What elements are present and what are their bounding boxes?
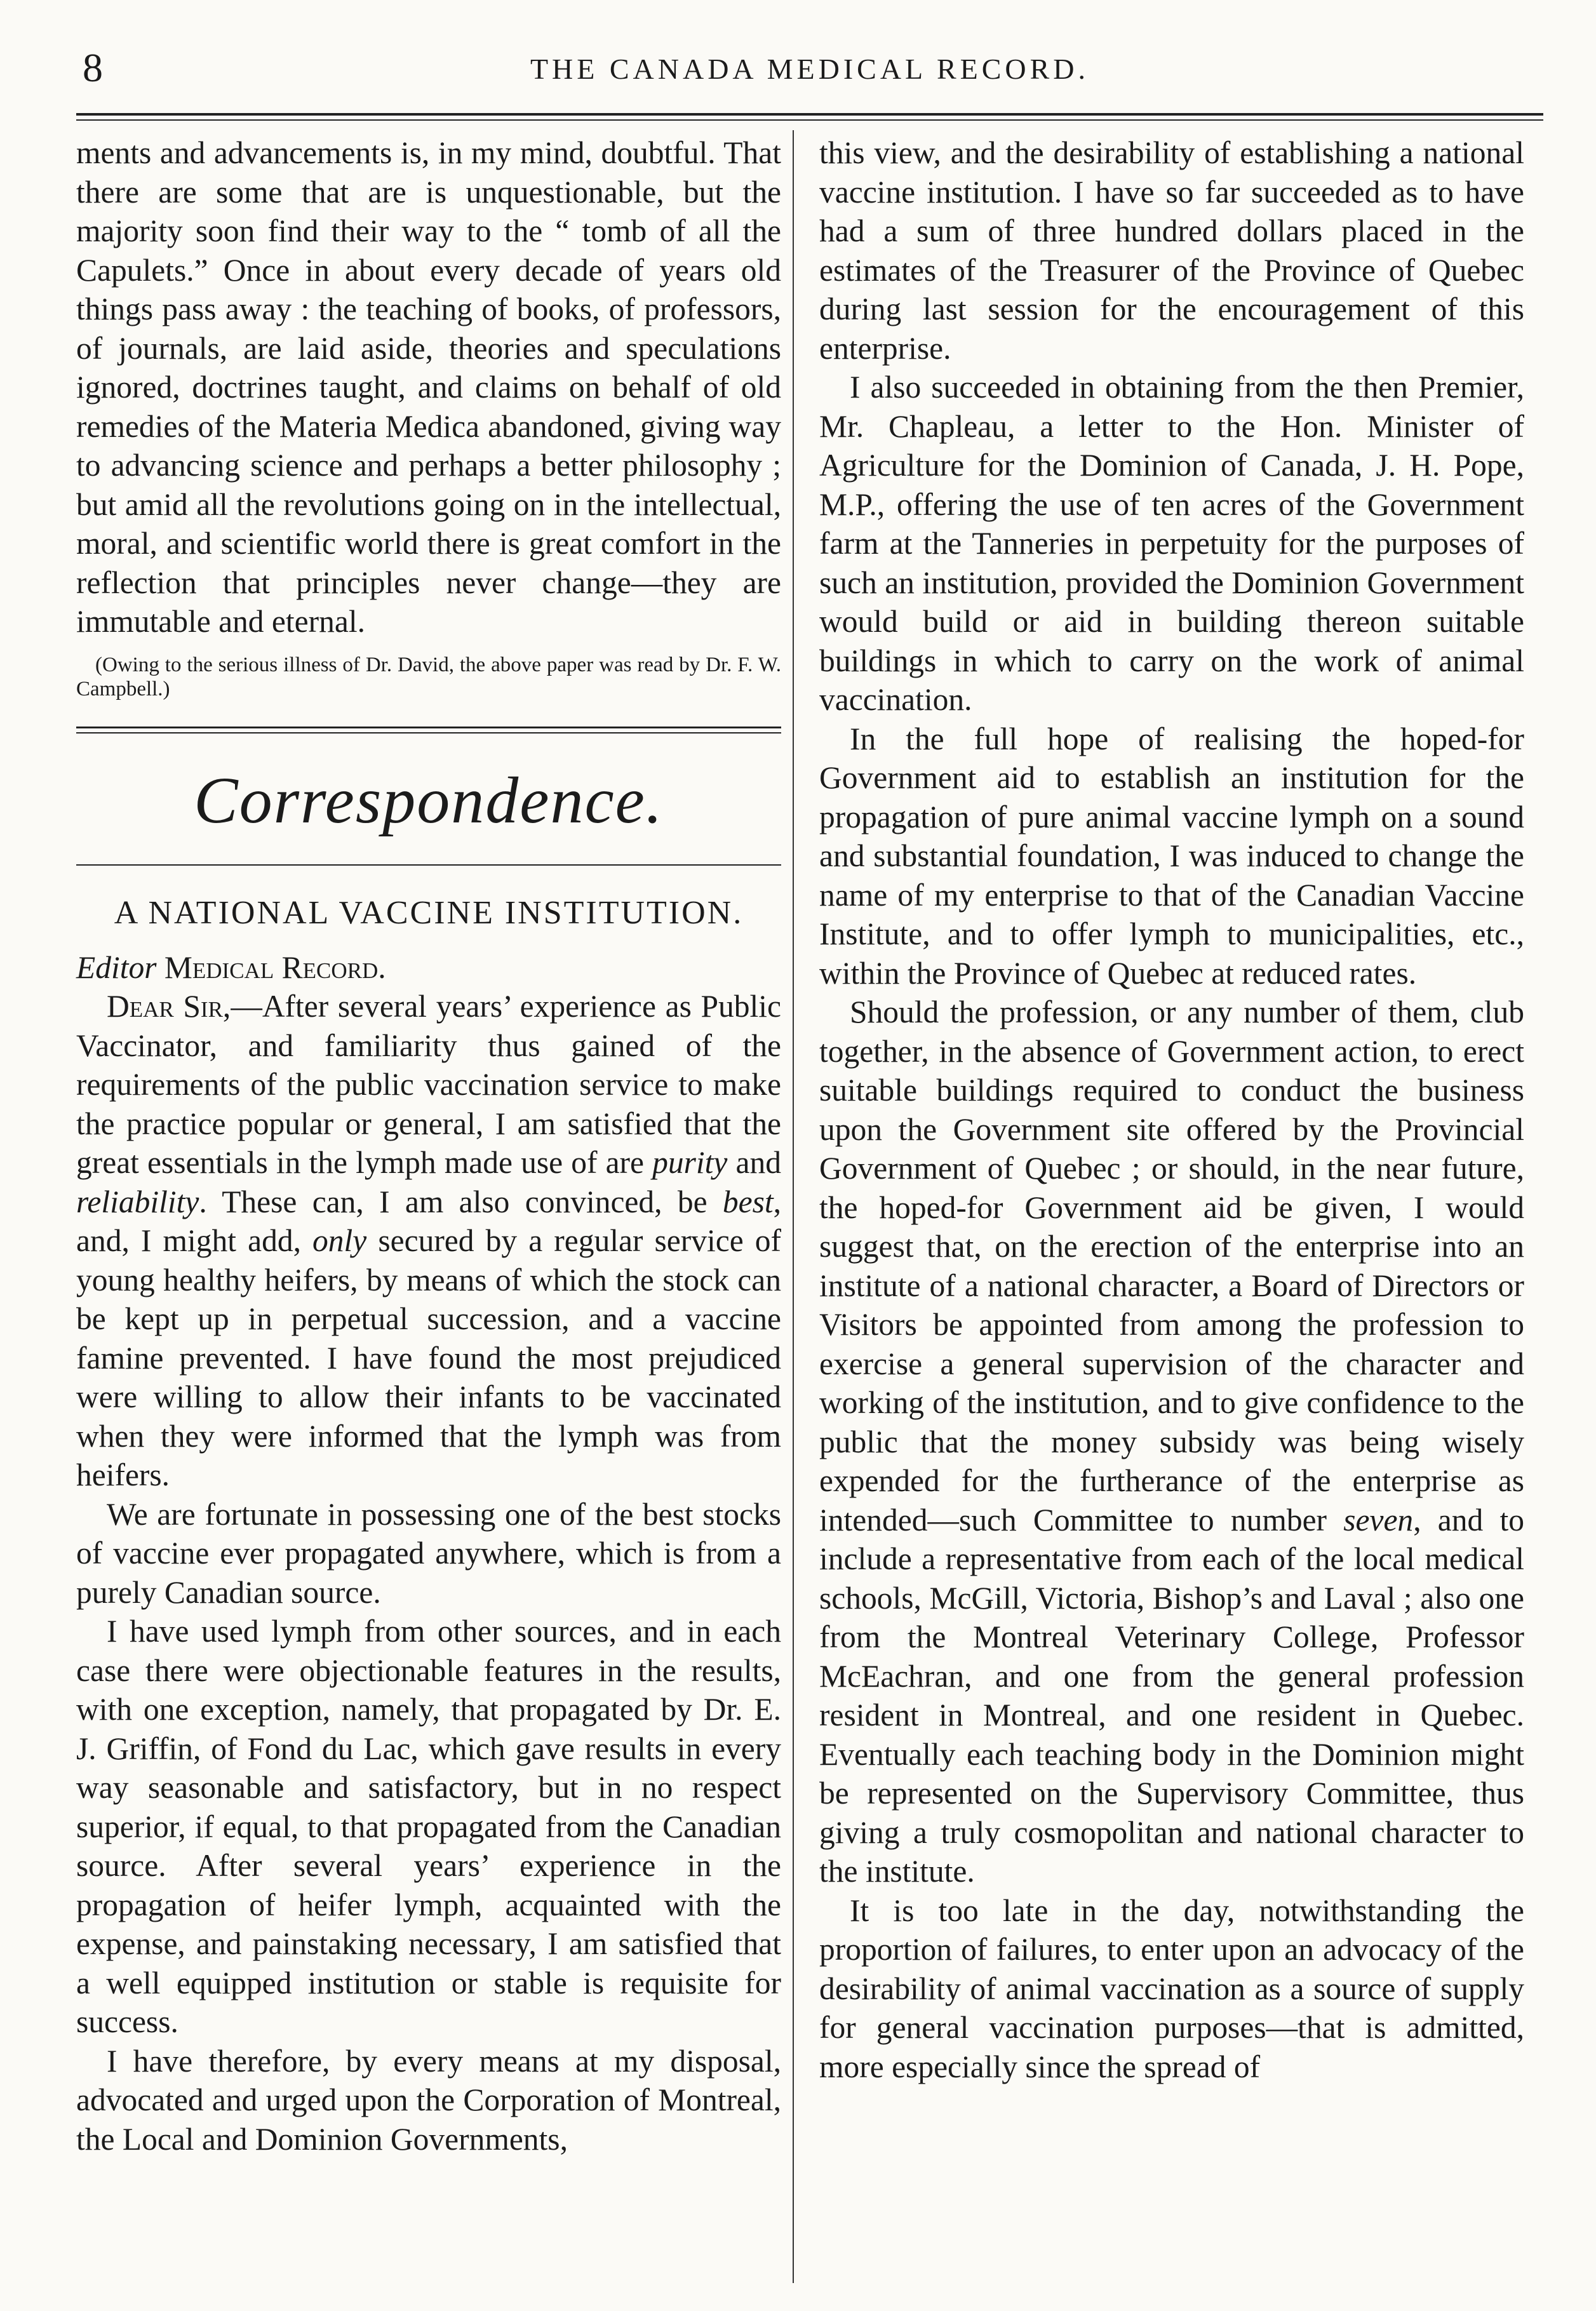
letter-paragraph-5: I also succeeded in obtaining from the then Premier, Mr. Chapleau, a letter to the Hon. Minister of Agriculture for the Dominion of Canada, J. H. Pope, M.P., offering the use of ten acres of the Government farm at the Tanneries in perpetuity for the purposes of such an institution, provided the Dominion Government would build or aid in building thereon suitable buildings in which to carry on the work of animal vaccination. (819, 370, 1524, 717)
column-divider (793, 130, 794, 2283)
editor-rest: Medical Record. (156, 949, 386, 985)
emphasis-best: best (722, 1184, 774, 1219)
letter-paragraph-1 (76, 987, 781, 1495)
letter-text: Should the profession, or any number of them, club together, in the absence of Government action, to erect suitable buildings required to conduct the business upon the Government site offered by the Provincial Government of Quebec ; or should, in the near future, the hoped-for Government aid be given, I would suggest that, on the erection of the enterprise into an institute of a national character, a Board of Directors or Visitors be appointed from among the profession to exercise a general supervision of the character and working of the institution, and to give confidence to the public that the money subsidy was being wisely expended for the furtherance of the enterprise as intended—such Committee to number (819, 995, 1524, 1537)
letter-text: , and, I might add, (76, 1184, 781, 1258)
letter-paragraph-2: We are fortunate in possessing one of the best stocks of vaccine ever propagated anywhere, which is from a purely Canadian source. (76, 1496, 781, 1610)
page-number: 8 (83, 45, 103, 90)
letter-paragraph-4: I have therefore, by every means at my disposal, advocated and urged upon the Corporation of Montreal, the Local and Dominion Governments, (76, 2043, 781, 2157)
section-rule-top (76, 727, 781, 733)
section-heading: Correspondence. (194, 763, 664, 837)
editor-line (76, 948, 781, 988)
editorial-note: (Owing to the serious illness of Dr. David, the above paper was read by Dr. F. W. Campbell.) (76, 653, 781, 700)
article-title: A NATIONAL VACCINE INSTITUTION. (114, 894, 744, 931)
letter-text: secured by a regular service of young healthy heifers, by means of which the stock can be kept up in perpetual succession, and a vaccine famine prevented. I have found the most prejudiced were willing to allow their infants to be vaccinated when they were informed that the lymph was from heifers. (76, 1223, 782, 1492)
emphasis-reliability: reliability (76, 1184, 199, 1219)
emphasis-purity: purity (652, 1145, 728, 1180)
letter-paragraph-7 (819, 993, 1524, 1891)
emphasis-only: only (312, 1223, 367, 1258)
letter-paragraph-3: I have used lymph from other sources, and in each case there were objectionable features in the results, with one exception, namely, that propagated by Dr. E. J. Griffin, of Fond du Lac, which gave results in every way seasonable and satisfactory, but in no respect superior, if equal, to that propagated from the Canadian source. After several years’ experience in the propagation of heifer lymph, acquainted with the expense, and painstaking necessary, I am satisfied that a well equipped institution or stable is requisite for success. (76, 1614, 781, 2039)
editor-word: Editor (76, 949, 157, 985)
dear-sir: Dear Sir, (107, 989, 231, 1024)
emphasis-seven: seven (1343, 1502, 1414, 1537)
letter-text: —After several years’ experience as Public Vaccinator, and familiarity thus gained of the requirements of the public vaccination service to make the practice popular or general, I am satisfied that the great essentials in the lymph made use of are (76, 989, 781, 1180)
running-title: THE CANADA MEDICAL RECORD. (530, 53, 1090, 85)
letter-text: . These can, I am also convinced, be (199, 1184, 723, 1219)
left-column (76, 133, 781, 2159)
header-rule (76, 113, 1543, 121)
section-rule-bottom (76, 864, 781, 866)
letter-paragraph-8: It is too late in the day, notwithstanding the proportion of failures, to enter upon an advocacy of the desirability of animal vaccination as a source of supply for general vaccination purposes—that is admitted, more especially since the spread of (819, 1892, 1524, 2084)
paragraph-continuation: ments and advancements is, in my mind, doubtful. That there are some that are is unquestionable, but the majority soon find their way to the “ tomb of all the Capulets.” Once in about every decade of years old things pass away : the teaching of books, of professors, of journals, are laid aside, theories and speculations ignored, doctrines taught, and claims on behalf of old remedies of the Materia Medica abandoned, giving way to advancing science and perhaps a better philosophy ; but amid all the revolutions going on in the intellectual, moral, and scientific world there is great comfort in the reflection that principles never change—they are immutable and eternal. (76, 135, 781, 639)
letter-paragraph-continuation: this view, and the desirability of establishing a national vaccine institution. I have so far succeeded as to have had a sum of three hundred dollars placed in the estimates of the Treasurer of the Province of Quebec during last session for the encouragement of this enterprise. (819, 135, 1524, 366)
letter-text: and (727, 1145, 781, 1180)
letter-text: , and to include a representative from each of the local medical schools, McGill, Victoria, Bishop’s and Laval ; also one from the Montreal Veterinary College, Professor McEachran, and one from the general profession resident in Montreal, and one resident in Quebec. Eventually each teaching body in the Dominion might be represented on the Supervisory Committee, thus giving a truly cosmopolitan and national character to the institute. (819, 1502, 1524, 1889)
letter-paragraph-6: In the full hope of realising the hoped-for Government aid to establish an institution for the propagation of pure animal vaccine lymph on a sound and substantial foundation, I was induced to change the name of my enterprise to that of the Canadian Vaccine Institute, and to offer lymph to municipalities, etc., within the Province of Quebec at reduced rates. (819, 721, 1524, 991)
right-column (819, 133, 1524, 2086)
page-header (76, 38, 1543, 108)
